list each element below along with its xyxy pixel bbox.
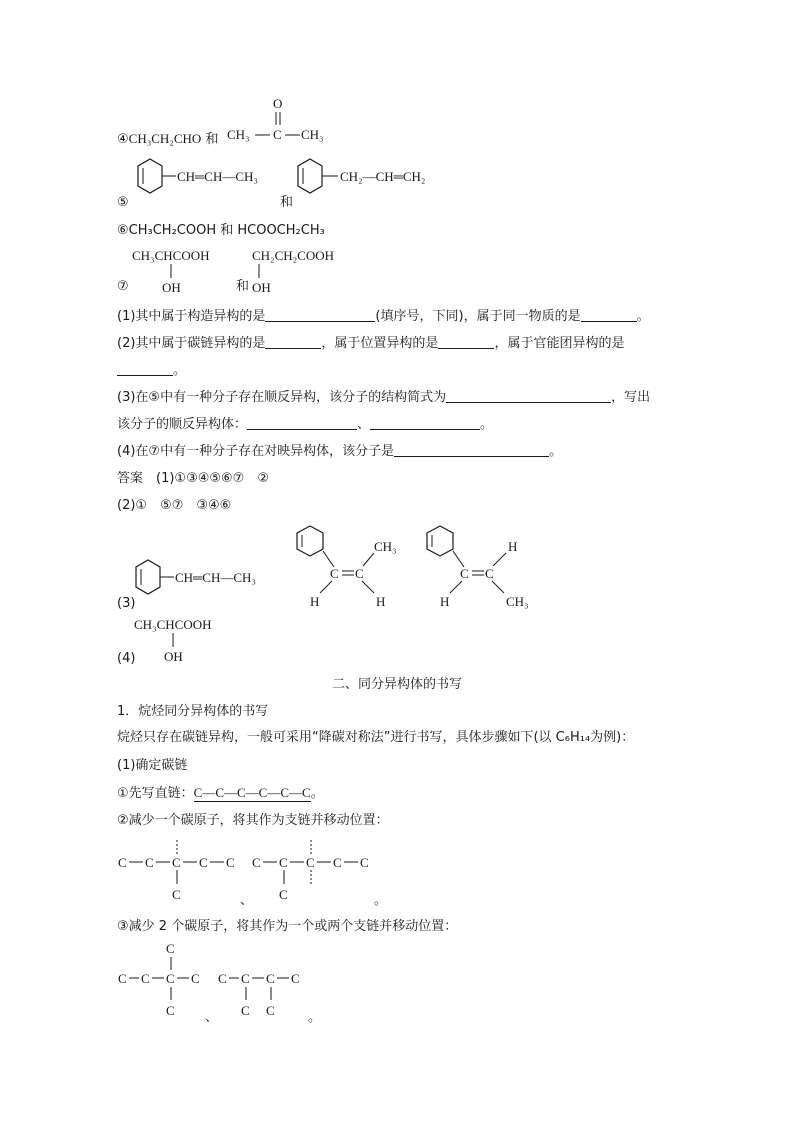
hydrogen-1: H	[440, 594, 450, 609]
hydroxyl: OH	[252, 280, 271, 295]
step-2: ②减少一个碳原子，将其作为支链并移动位置：	[117, 813, 389, 828]
hydrogen-2: H	[376, 594, 386, 609]
conjunction-and: 和	[236, 279, 250, 294]
carbon-1: C	[330, 566, 339, 581]
answer-blank	[446, 390, 611, 403]
answer-3-structure	[134, 559, 284, 599]
question-2: (2)其中属于碳链异构的是 ，属于位置异构的是 ，属于官能团异构的是	[117, 336, 625, 351]
period: 。	[374, 893, 388, 908]
answer-line-1: 答案 (1)①③④⑤⑥⑦ ②	[117, 471, 269, 486]
answer-blank	[394, 444, 549, 457]
section-title: 二、同分异构体的书写	[331, 677, 462, 692]
propenyl-chain: CH═CH—CH₃	[175, 570, 256, 585]
carbon-1: C	[460, 566, 469, 581]
2-3-dimethylbutane-skeleton	[218, 940, 318, 1025]
svg-text:C: C	[191, 971, 200, 986]
benzene-ring-icon	[138, 159, 162, 193]
svg-text:C: C	[172, 855, 181, 870]
svg-text:C: C	[118, 855, 127, 870]
methyl-group: CH₃	[506, 594, 529, 609]
lactic-acid-structure	[130, 246, 250, 296]
svg-text:C: C	[199, 855, 208, 870]
svg-text:C: C	[218, 971, 227, 986]
question-3-continued: 该分子的顺反异构体： 、 。	[117, 417, 494, 432]
compound-6: ⑥CH₃CH₂COOH 和 HCOOCH₂CH₃	[117, 223, 325, 238]
answer-blank	[265, 336, 321, 349]
hydrogen-1: H	[310, 594, 320, 609]
benzene-ring-icon	[136, 560, 160, 594]
straight-chain: C—C—C—C—C—C	[193, 785, 311, 800]
formula-top: CH₂CH₂COOH	[252, 248, 335, 263]
carbon-2: C	[355, 566, 364, 581]
svg-text:C: C	[266, 971, 275, 986]
svg-text:C: C	[172, 887, 181, 902]
answer-4-label: (4)	[117, 651, 136, 666]
svg-text:C: C	[360, 855, 369, 870]
hydroxyl: OH	[162, 280, 181, 295]
item-number-5: ⑤	[117, 195, 129, 210]
svg-text:C: C	[166, 1003, 175, 1018]
formula-top: CH₃CHCOOH	[132, 248, 210, 263]
step-3: ③减少 2 个碳原子，将其作为一个或两个支链并移动位置：	[117, 919, 458, 934]
propanal-formula: CH₃CH₂CHO	[128, 131, 202, 146]
svg-text:C: C	[145, 855, 154, 870]
benzene-propenyl-structure	[136, 158, 286, 198]
svg-text:C: C	[279, 855, 288, 870]
svg-text:C: C	[241, 1003, 250, 1018]
answer-blank	[438, 336, 494, 349]
question-2-continued: 。	[117, 363, 186, 377]
step-1-straight-chain: ①先写直链：C—C—C—C—C—C。	[117, 785, 324, 801]
intro-paragraph: 烷烃只存在碳链异构，一般可采用“降碳对称法”进行书写，具体步骤如下(以 C₆H₁₄为例)：	[117, 730, 635, 745]
cis-isomer-structure	[290, 525, 410, 610]
benzene-ring-icon	[298, 159, 322, 193]
carbon-2: C	[485, 566, 494, 581]
conjunction-and: 和	[205, 132, 219, 147]
acetone-structure	[225, 94, 335, 144]
question-4: (4)在⑦中有一种分子存在对映异构体，该分子是 。	[117, 444, 563, 459]
compound-4	[117, 132, 218, 146]
svg-text:C: C	[226, 855, 235, 870]
allyl-chain: CH₂—CH═CH₂	[340, 169, 426, 184]
answer-blank	[581, 309, 637, 322]
question-1: (1)其中属于构造异构的是 (填序号，下同)，属于同一物质的是 。	[117, 309, 650, 324]
svg-text:C: C	[306, 855, 315, 870]
carbonyl-carbon: C	[273, 127, 282, 142]
2-2-dimethylbutane-skeleton	[118, 940, 218, 1025]
period: 。	[308, 1010, 322, 1025]
step-1: (1)确定碳链	[117, 758, 188, 773]
formula-top: CH₃CHCOOH	[134, 617, 212, 632]
svg-text:C: C	[241, 971, 250, 986]
benzene-ring-icon	[427, 526, 453, 556]
trans-isomer-structure	[420, 525, 550, 610]
svg-text:C: C	[166, 941, 175, 956]
hydrogen-top: H	[508, 539, 518, 554]
propenyl-chain: CH═CH—CH₃	[177, 169, 258, 184]
separator: 、	[205, 1010, 219, 1025]
item-number-7: ⑦	[117, 279, 129, 294]
hydroxypropanoic-acid-structure	[250, 246, 380, 296]
svg-text:C: C	[279, 887, 288, 902]
answer-blank	[117, 363, 173, 376]
svg-text:C: C	[291, 971, 300, 986]
answer-blank	[265, 309, 375, 322]
question-3: (3)在⑤中有一种分子存在顺反异构，该分子的结构简式为 ，写出	[117, 390, 651, 405]
svg-text:C: C	[333, 855, 342, 870]
conjunction-and: 和	[280, 195, 294, 210]
answer-3-label: (3)	[117, 596, 136, 611]
svg-text:C: C	[166, 971, 175, 986]
svg-text:C: C	[141, 971, 150, 986]
hydroxyl: OH	[164, 649, 183, 664]
oxygen-atom: O	[273, 96, 283, 111]
benzene-ring-icon	[297, 526, 323, 556]
answer-blank	[247, 417, 357, 430]
methyl-left: CH₃	[227, 127, 250, 142]
2-methylpentane-skeleton	[118, 840, 248, 910]
answer-line-2: (2)① ⑤⑦ ③④⑥	[117, 498, 232, 513]
benzene-allyl-structure	[296, 158, 466, 198]
answer-4-structure	[132, 615, 252, 665]
svg-text:C: C	[266, 1003, 275, 1018]
separator: 、	[240, 893, 254, 908]
3-methylpentane-skeleton	[252, 840, 382, 910]
item-number: ④	[117, 132, 129, 147]
answer-blank	[370, 417, 480, 430]
svg-text:C: C	[118, 971, 127, 986]
methyl-right: CH₃	[301, 127, 324, 142]
svg-text:C: C	[252, 855, 261, 870]
subsection-title: 1．烷烃同分异构体的书写	[117, 704, 269, 719]
methyl-group: CH₃	[374, 539, 397, 554]
